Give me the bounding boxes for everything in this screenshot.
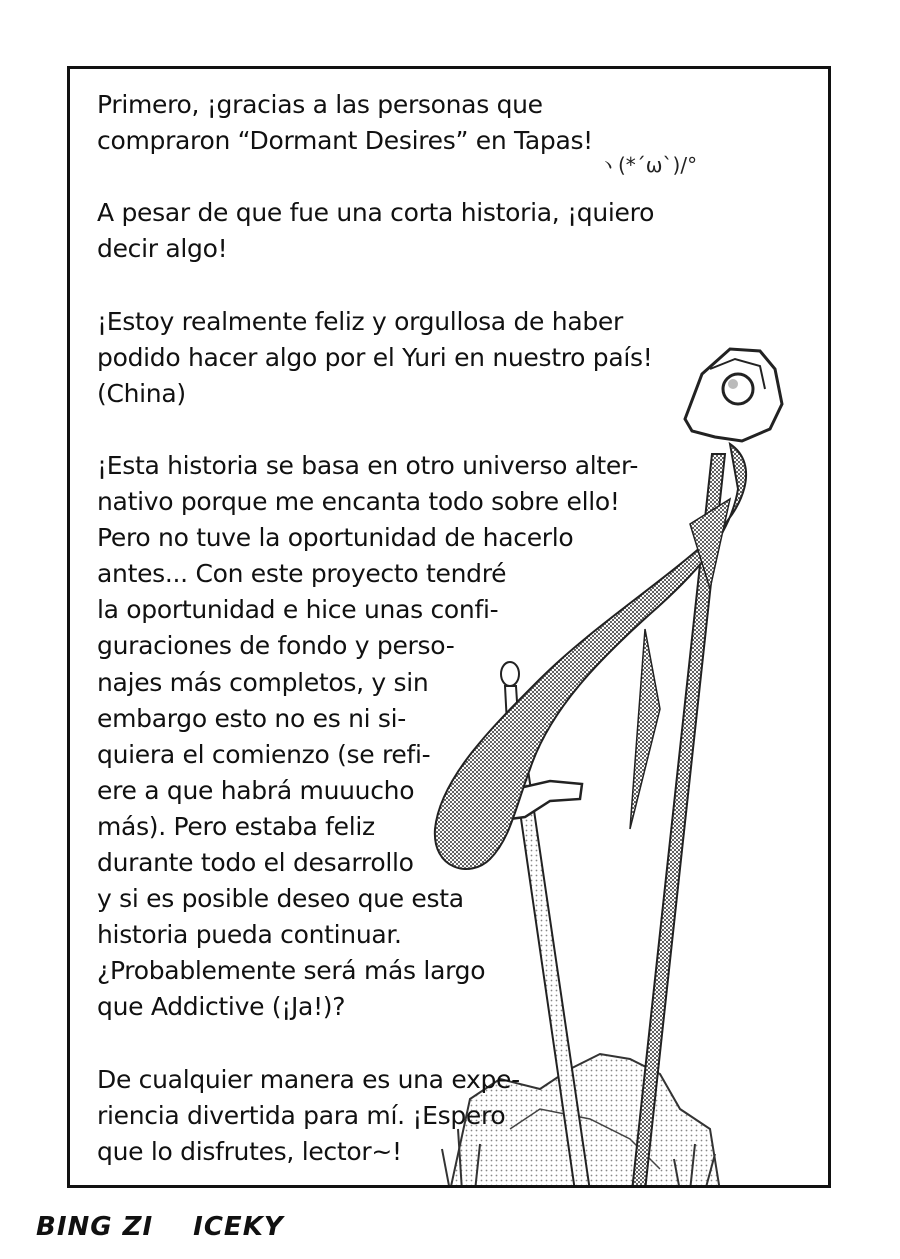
message-line: ¡Estoy realmente feliz y orgullosa de haber [97, 306, 623, 336]
afterword-message [97, 87, 657, 1170]
message-line: compraron “Dormant Desires” en Tapas! [97, 126, 593, 156]
message-line: ere a que habrá muuucho [97, 775, 415, 805]
message-line: Pero no tuve la oportunidad de hacerlo [97, 523, 574, 553]
message-line: durante todo el desarrollo [97, 847, 414, 877]
message-line: nativo porque me encanta todo sobre ello! [97, 487, 620, 517]
message-line: guraciones de fondo y perso- [97, 631, 455, 661]
message-line: quiera el comienzo (se refi- [97, 739, 431, 769]
message-line: historia pueda continuar. [97, 920, 402, 950]
message-line: antes... Con este proyecto tendré [97, 559, 507, 589]
paragraph-gap [97, 267, 657, 303]
paragraph-gap [97, 159, 657, 195]
message-line: más). Pero estaba feliz [97, 811, 375, 841]
message-line: que Addictive (¡Ja!)? [97, 992, 346, 1022]
author-credit: BING ZI [36, 1212, 154, 1242]
message-line: najes más completos, y sin [97, 667, 429, 697]
message-line: la oportunidad e hice unas confi- [97, 595, 499, 625]
message-line: decir algo! [97, 234, 228, 264]
message-line: A pesar de que fue una corta historia, ¡quiero [97, 198, 655, 228]
message-line: riencia divertida para mí. ¡Espero [97, 1100, 506, 1130]
message-line: De cualquier manera es una expe- [97, 1064, 520, 1094]
message-line: ¿Probablemente será más largo [97, 956, 486, 986]
message-line: que lo disfrutes, lector~! [97, 1136, 402, 1166]
paragraph-gap [97, 1025, 657, 1061]
message-line: ¡Esta historia se basa en otro universo alter- [97, 450, 639, 480]
happy-emoticon: ヽ(*´ω`)/° [598, 153, 698, 177]
paragraph-gap [97, 412, 657, 448]
message-line: (China) [97, 378, 186, 408]
message-line: podido hacer algo por el Yuri en nuestro país! [97, 342, 653, 372]
artist-credit: ICEKY [193, 1212, 284, 1242]
message-line: embargo esto no es ni si- [97, 703, 406, 733]
message-line: Primero, ¡gracias a las personas que [97, 90, 543, 119]
message-line: y si es posible deseo que esta [97, 884, 464, 914]
afterword-panel [67, 66, 831, 1188]
credits [36, 1212, 324, 1242]
